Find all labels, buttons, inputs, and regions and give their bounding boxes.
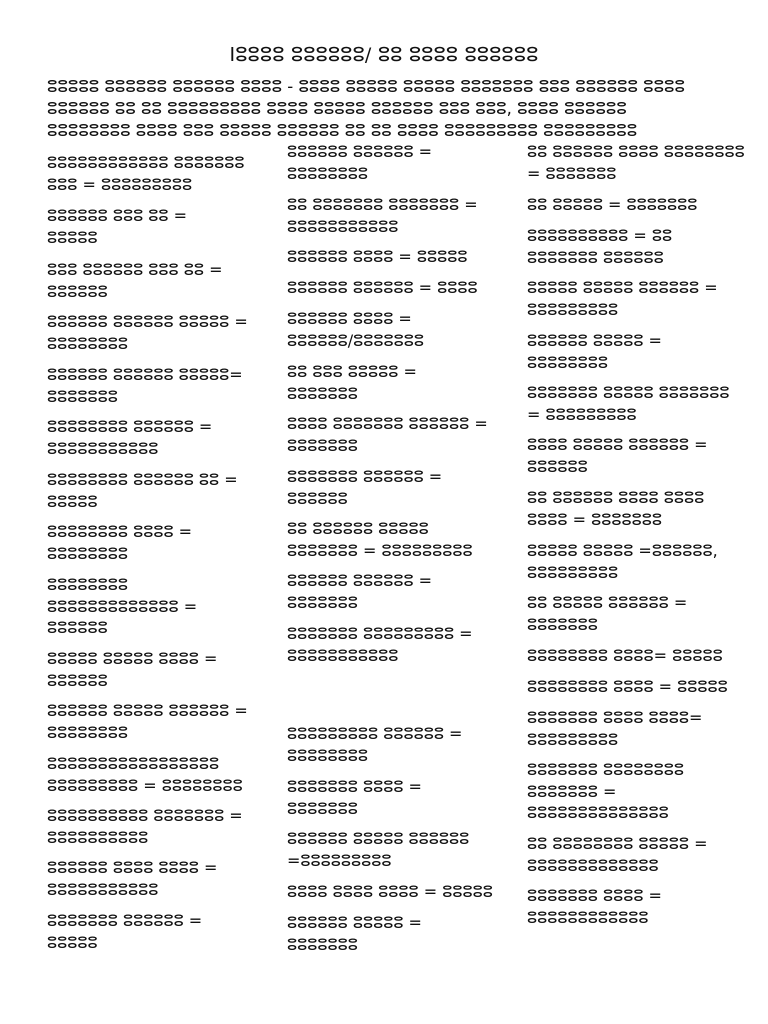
glossary-entry — [287, 277, 515, 299]
entry-line: ⵓⵓⵓⵓⵓ ⵓⵓⵓⵓⵓ ⵓⵓⵓⵓⵓⵓ = — [527, 278, 718, 297]
entry-line: ⵓⵓ ⵓⵓⵓⵓⵓ = ⵓⵓⵓⵓⵓⵓⵓ — [527, 195, 698, 214]
entry-line: ⵓⵓ ⵓⵓⵓⵓⵓ ⵓⵓⵓⵓⵓⵓ = — [527, 593, 688, 612]
entry-line: ⵓⵓⵓⵓⵓⵓⵓⵓⵓⵓⵓ — [287, 645, 399, 665]
entry-line: ⵓⵓⵓⵓⵓⵓⵓ ⵓⵓⵓⵓⵓⵓ = — [287, 467, 443, 486]
document-title: ⵏⵓⵓⵓⵓ ⵓⵓⵓⵓⵓⵓ/ ⵓⵓ ⵓⵓⵓⵓ ⵓⵓⵓⵓⵓⵓ — [229, 44, 539, 66]
entry-line: ⵓⵓ ⵓⵓⵓⵓⵓⵓⵓ ⵓⵓⵓⵓⵓⵓⵓ = — [287, 195, 478, 214]
glossary-entry — [287, 413, 515, 456]
intro-line: ⵓⵓⵓⵓⵓ ⵓⵓⵓⵓⵓⵓ ⵓⵓⵓⵓⵓⵓ ⵓⵓⵓⵓ - ⵓⵓⵓⵓ ⵓⵓⵓⵓⵓ ⵓⵓⵓⵓⵓ ⵓⵓⵓⵓⵓⵓⵓ ⵓⵓⵓ ⵓⵓⵓⵓⵓⵓ ⵓⵓⵓⵓ — [47, 77, 685, 96]
glossary-entry — [47, 700, 275, 743]
glossary-entry — [47, 857, 275, 900]
entry-line: ⵓⵓ ⵓⵓⵓ ⵓⵓⵓⵓⵓ = — [287, 362, 417, 381]
entry-line: ⵓⵓⵓⵓⵓⵓⵓⵓⵓⵓⵓ — [47, 438, 159, 458]
entry-line: ⵓⵓⵓⵓ = ⵓⵓⵓⵓⵓⵓⵓ — [527, 509, 662, 529]
entry-line: ⵓⵓⵓⵓⵓⵓ ⵓⵓⵓⵓ = — [287, 309, 412, 328]
entry-line: ⵓⵓⵓⵓⵓⵓⵓⵓⵓ — [527, 729, 619, 749]
glossary-entry — [287, 623, 515, 666]
glossary-entry — [527, 382, 755, 425]
glossary-entry — [527, 487, 755, 530]
entry-line: ⵓⵓⵓⵓⵓⵓⵓⵓ ⵓⵓⵓⵓ= ⵓⵓⵓⵓⵓ — [527, 646, 723, 665]
entry-line: ⵓⵓⵓⵓⵓⵓⵓ — [287, 383, 358, 403]
entry-line: ⵓⵓⵓⵓⵓⵓ ⵓⵓⵓⵓⵓ ⵓⵓⵓⵓⵓⵓ = — [47, 701, 248, 720]
entry-line: ⵓⵓⵓⵓⵓⵓⵓⵓ ⵓⵓⵓⵓⵓⵓ = — [47, 417, 213, 436]
glossary-entry — [287, 776, 515, 819]
glossary-entry — [47, 311, 275, 354]
entry-line: ⵓⵓⵓⵓⵓⵓⵓⵓⵓⵓⵓⵓⵓⵓ — [527, 803, 669, 822]
intro-line: ⵓⵓⵓⵓⵓⵓⵓⵓ ⵓⵓⵓⵓ ⵓⵓⵓ ⵓⵓⵓⵓⵓ ⵓⵓⵓⵓⵓⵓ ⵓⵓ ⵓⵓ ⵓⵓⵓⵓ ⵓⵓⵓⵓⵓⵓⵓⵓⵓ ⵓⵓⵓⵓⵓⵓⵓⵓⵓ — [47, 121, 638, 140]
entry-line: ⵓⵓⵓⵓⵓⵓ ⵓⵓⵓⵓ ⵓⵓⵓⵓ = — [47, 858, 218, 877]
entry-line: ⵓⵓⵓⵓⵓⵓⵓⵓⵓ = ⵓⵓⵓⵓⵓⵓⵓⵓ — [47, 775, 243, 795]
entry-line: ⵓⵓⵓⵓⵓⵓⵓⵓⵓ — [527, 562, 619, 582]
entry-line: ⵓⵓⵓⵓⵓ ⵓⵓⵓⵓⵓ =ⵓⵓⵓⵓⵓⵓ, — [527, 541, 718, 560]
glossary-entry — [287, 828, 515, 871]
entry-line: ⵓⵓⵓⵓⵓⵓⵓⵓⵓ — [527, 299, 619, 319]
entry-line: ⵓⵓⵓⵓⵓⵓⵓⵓⵓⵓⵓ — [287, 216, 399, 236]
glossary-entry — [527, 645, 755, 667]
glossary-entry — [47, 574, 275, 639]
entry-line: ⵓⵓⵓⵓⵓⵓⵓⵓⵓ ⵓⵓⵓⵓⵓⵓ = — [287, 724, 463, 743]
entry-line: ⵓⵓⵓⵓⵓⵓ ⵓⵓⵓⵓⵓⵓ = — [287, 142, 433, 161]
entry-line: ⵓⵓⵓⵓⵓⵓ/ⵓⵓⵓⵓⵓⵓⵓ — [287, 330, 425, 350]
glossary-entry — [287, 308, 515, 351]
glossary-entry — [527, 194, 755, 216]
entry-line: ⵓⵓⵓⵓⵓⵓ ⵓⵓⵓⵓ = ⵓⵓⵓⵓⵓ — [287, 247, 468, 266]
glossary-entry — [287, 723, 515, 766]
entry-line: ⵓⵓⵓⵓⵓⵓⵓ ⵓⵓⵓⵓⵓⵓ = — [47, 911, 203, 930]
entry-line: ⵓⵓⵓⵓⵓⵓⵓ = ⵓⵓⵓⵓⵓⵓⵓⵓⵓ — [287, 540, 473, 560]
entry-line: ⵓⵓⵓⵓⵓⵓⵓⵓⵓⵓⵓⵓ ⵓⵓⵓⵓⵓⵓⵓ — [47, 153, 245, 172]
entry-line: ⵓⵓⵓⵓ ⵓⵓⵓⵓ ⵓⵓⵓⵓ = ⵓⵓⵓⵓⵓ — [287, 882, 493, 901]
entry-line: ⵓⵓⵓⵓⵓⵓⵓⵓ — [47, 575, 128, 594]
glossary-entry — [527, 833, 755, 876]
entry-line: ⵓⵓⵓⵓⵓⵓⵓ ⵓⵓⵓⵓ ⵓⵓⵓⵓ= — [527, 708, 703, 727]
entry-line: ⵓⵓⵓⵓⵓⵓⵓⵓⵓⵓⵓ — [47, 879, 159, 899]
entry-line: ⵓⵓⵓⵓⵓⵓⵓⵓ ⵓⵓⵓⵓ = — [47, 522, 193, 541]
entry-line: ⵓⵓ ⵓⵓⵓⵓⵓⵓⵓⵓ ⵓⵓⵓⵓⵓ = — [527, 834, 708, 853]
glossary-entry — [527, 759, 755, 824]
entry-line: ⵓⵓⵓⵓⵓⵓ — [47, 670, 108, 690]
glossary-entry — [287, 912, 515, 955]
entry-line: ⵓⵓⵓⵓⵓⵓ ⵓⵓⵓⵓⵓⵓ ⵓⵓⵓⵓⵓ = — [47, 312, 248, 331]
glossary-entry — [527, 277, 755, 320]
entry-line: = ⵓⵓⵓⵓⵓⵓⵓⵓⵓ — [527, 404, 637, 424]
entry-line: ⵓⵓⵓⵓⵓⵓ ⵓⵓⵓⵓⵓ ⵓⵓⵓⵓⵓⵓ — [287, 829, 470, 848]
glossary-entry — [287, 881, 515, 903]
entry-line: ⵓⵓⵓⵓⵓ — [47, 227, 98, 247]
glossary-entry — [47, 805, 275, 848]
entry-line: ⵓⵓⵓⵓⵓⵓ — [47, 281, 108, 301]
glossary-entry — [47, 910, 275, 953]
entry-line: ⵓⵓ ⵓⵓⵓⵓⵓⵓ ⵓⵓⵓⵓ ⵓⵓⵓⵓⵓⵓⵓⵓ — [527, 142, 745, 161]
entry-line: ⵓⵓⵓⵓⵓⵓⵓⵓ — [527, 352, 608, 372]
entry-line: ⵓⵓⵓⵓ ⵓⵓⵓⵓⵓⵓⵓ ⵓⵓⵓⵓⵓⵓ = — [287, 414, 488, 433]
entry-line: ⵓⵓⵓⵓⵓⵓⵓⵓⵓⵓ ⵓⵓⵓⵓⵓⵓⵓ = — [47, 806, 243, 825]
glossary-entry — [47, 648, 275, 691]
entry-line: ⵓⵓⵓⵓⵓⵓⵓⵓⵓⵓ = ⵓⵓ — [527, 226, 673, 245]
entry-line: ⵓⵓⵓⵓⵓⵓⵓ — [287, 592, 358, 612]
entry-line: ⵓⵓⵓⵓⵓⵓⵓ — [47, 386, 118, 406]
entry-line: ⵓⵓⵓⵓ ⵓⵓⵓⵓⵓ ⵓⵓⵓⵓⵓⵓ = — [527, 435, 708, 454]
entry-line: ⵓⵓⵓⵓⵓ — [47, 932, 98, 952]
glossary-entry — [287, 246, 515, 268]
entry-line: ⵓⵓⵓⵓⵓⵓⵓⵓⵓⵓⵓⵓⵓⵓⵓⵓⵓ — [47, 754, 220, 773]
glossary-entry — [47, 259, 275, 302]
glossary-entry — [47, 416, 275, 459]
glossary-entry — [47, 469, 275, 512]
entry-line: ⵓⵓⵓⵓⵓⵓⵓⵓ — [47, 722, 128, 742]
glossary-entry — [47, 753, 275, 796]
entry-line: ⵓⵓⵓⵓⵓⵓⵓ ⵓⵓⵓⵓⵓⵓⵓⵓ — [527, 760, 684, 779]
entry-line: ⵓⵓⵓⵓⵓⵓⵓ ⵓⵓⵓⵓⵓⵓ — [527, 247, 664, 267]
entry-line: ⵓⵓⵓⵓⵓⵓ ⵓⵓⵓⵓⵓ = — [527, 331, 662, 350]
intro-line: ⵓⵓⵓⵓⵓⵓ ⵓⵓ ⵓⵓ ⵓⵓⵓⵓⵓⵓⵓⵓⵓ ⵓⵓⵓⵓ ⵓⵓⵓⵓⵓ ⵓⵓⵓⵓⵓⵓ ⵓⵓⵓ ⵓⵓⵓ, ⵓⵓⵓⵓ ⵓⵓⵓⵓⵓⵓ — [47, 99, 627, 118]
entry-line: ⵓⵓⵓⵓⵓⵓⵓⵓ — [287, 745, 368, 765]
entry-line: ⵓⵓⵓⵓⵓ ⵓⵓⵓⵓⵓ ⵓⵓⵓⵓ = — [47, 649, 218, 668]
entry-line: ⵓⵓⵓ = ⵓⵓⵓⵓⵓⵓⵓⵓⵓ — [47, 174, 193, 194]
entry-line: ⵓⵓⵓⵓⵓⵓ ⵓⵓⵓ ⵓⵓ = — [47, 206, 188, 225]
entry-line: ⵓⵓⵓⵓⵓⵓ ⵓⵓⵓⵓⵓⵓ = ⵓⵓⵓⵓ — [287, 278, 478, 297]
entry-line: ⵓⵓ ⵓⵓⵓⵓⵓⵓ ⵓⵓⵓⵓⵓ — [287, 519, 429, 538]
intro-paragraph — [47, 76, 727, 142]
glossary-entry — [527, 141, 755, 184]
glossary-entry — [47, 152, 275, 195]
glossary-entry — [527, 540, 755, 583]
entry-line: ⵓⵓⵓⵓⵓⵓⵓⵓ ⵓⵓⵓⵓⵓⵓ ⵓⵓ = — [47, 470, 238, 489]
entry-line: ⵓⵓⵓⵓⵓⵓⵓ — [527, 614, 598, 634]
entry-line: ⵓⵓⵓⵓⵓⵓⵓ — [287, 435, 358, 455]
glossary-entry — [527, 225, 755, 268]
entry-line: ⵓⵓⵓⵓⵓⵓⵓⵓ — [47, 333, 128, 353]
entry-line: ⵓⵓⵓⵓⵓⵓⵓⵓⵓⵓ — [47, 827, 149, 847]
entry-line: ⵓⵓⵓⵓⵓⵓ ⵓⵓⵓⵓⵓ = — [287, 913, 422, 932]
glossary-entry — [527, 330, 755, 373]
entry-line: ⵓⵓⵓⵓⵓⵓⵓ ⵓⵓⵓⵓⵓⵓⵓⵓⵓ = — [287, 624, 473, 643]
glossary-entry — [287, 570, 515, 613]
entry-line: ⵓⵓⵓⵓⵓⵓⵓⵓ — [287, 163, 368, 183]
entry-line: ⵓⵓⵓⵓⵓⵓ ⵓⵓⵓⵓⵓⵓ = — [287, 571, 433, 590]
glossary-entry — [287, 518, 515, 561]
glossary-entry — [47, 364, 275, 407]
glossary-entry — [287, 466, 515, 509]
glossary-entry — [287, 361, 515, 404]
glossary-entry — [47, 205, 275, 248]
glossary-entry — [287, 194, 515, 237]
glossary-entry — [527, 707, 755, 750]
glossary-entry — [47, 521, 275, 564]
glossary-entry — [287, 141, 515, 184]
entry-line: ⵓⵓⵓⵓⵓⵓⵓ ⵓⵓⵓⵓ = — [287, 777, 422, 796]
entry-line: ⵓⵓⵓⵓⵓⵓⵓⵓⵓⵓⵓⵓⵓ = — [47, 596, 198, 616]
glossary-entry — [527, 434, 755, 477]
glossary-entry — [527, 676, 755, 698]
entry-line: ⵓⵓⵓⵓⵓⵓⵓⵓ — [47, 543, 128, 563]
entry-line: ⵓⵓⵓⵓⵓⵓⵓⵓ ⵓⵓⵓⵓ = ⵓⵓⵓⵓⵓ — [527, 677, 728, 696]
entry-line: ⵓⵓⵓ ⵓⵓⵓⵓⵓⵓ ⵓⵓⵓ ⵓⵓ = — [47, 260, 223, 279]
entry-line: ⵓⵓⵓⵓⵓⵓ — [287, 488, 348, 508]
entry-line: ⵓⵓⵓⵓⵓⵓⵓ ⵓⵓⵓⵓⵓ ⵓⵓⵓⵓⵓⵓⵓ — [527, 383, 730, 402]
entry-line: ⵓⵓⵓⵓⵓⵓ ⵓⵓⵓⵓⵓⵓ ⵓⵓⵓⵓⵓ= — [47, 365, 243, 384]
entry-line: ⵓⵓⵓⵓⵓ — [47, 491, 98, 511]
entry-line: ⵓⵓⵓⵓⵓⵓ — [527, 456, 588, 476]
glossary-entry — [527, 592, 755, 635]
entry-line: ⵓⵓⵓⵓⵓⵓⵓⵓⵓⵓⵓⵓⵓ — [527, 855, 659, 875]
entry-line: ⵓⵓⵓⵓⵓⵓⵓⵓⵓⵓⵓⵓ — [527, 907, 649, 927]
entry-line: ⵓⵓⵓⵓⵓⵓⵓ — [287, 798, 358, 818]
entry-line: ⵓⵓⵓⵓⵓⵓ — [47, 618, 108, 637]
entry-line: =ⵓⵓⵓⵓⵓⵓⵓⵓⵓ — [287, 850, 392, 870]
entry-line: ⵓⵓ ⵓⵓⵓⵓⵓⵓ ⵓⵓⵓⵓ ⵓⵓⵓⵓ — [527, 488, 705, 507]
entry-line: ⵓⵓⵓⵓⵓⵓⵓ ⵓⵓⵓⵓ = — [527, 886, 662, 905]
entry-line: = ⵓⵓⵓⵓⵓⵓⵓ — [527, 163, 617, 183]
glossary-entry — [527, 885, 755, 928]
entry-line: ⵓⵓⵓⵓⵓⵓⵓ — [287, 934, 358, 954]
entry-line: ⵓⵓⵓⵓⵓⵓⵓ = — [527, 781, 617, 801]
